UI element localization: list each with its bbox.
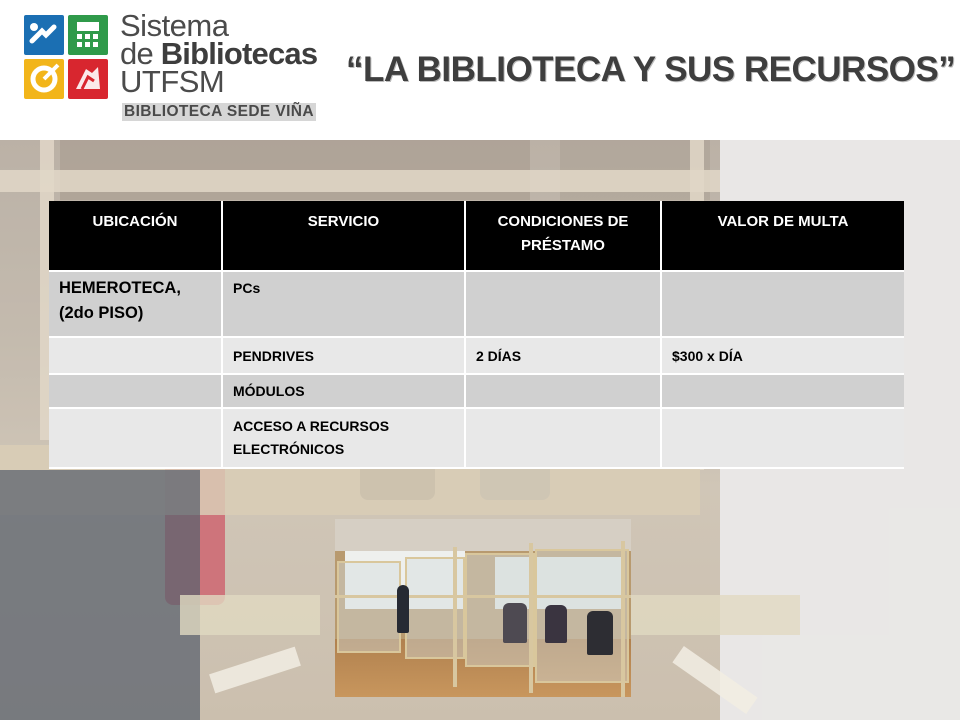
cell-ubicacion: [49, 374, 222, 408]
header-ubicacion: UBICACIÓN: [49, 201, 222, 271]
cell-condiciones: [465, 271, 661, 337]
cell-servicio: MÓDULOS: [222, 374, 465, 408]
logo-line-sistema: Sistema: [120, 8, 229, 43]
logo-line-utfsm: UTFSM: [120, 64, 225, 99]
campus-subtitle: BIBLIOTECA SEDE VIÑA: [124, 103, 314, 120]
cell-multa: $300 x DÍA: [661, 337, 904, 374]
table-header-row: [49, 201, 904, 271]
cell-servicio: PCs: [222, 271, 465, 337]
study-modules-photo: [335, 519, 631, 697]
cell-multa: [661, 271, 904, 337]
logo-line-de: de: [120, 36, 161, 71]
cell-condiciones: [465, 374, 661, 408]
slide-header: [0, 0, 960, 140]
cell-condiciones: 2 DÍAS: [465, 337, 661, 374]
cell-ubicacion: [49, 408, 222, 468]
logo-line-bibliotecas-bold: Bibliotecas: [160, 36, 318, 71]
slide-title: “LA BIBLIOTECA Y SUS RECURSOS”: [346, 50, 956, 89]
cell-ubicacion: [49, 337, 222, 374]
utfsm-logo: [24, 15, 110, 101]
cell-condiciones: [465, 408, 661, 468]
loan-services-table: [49, 201, 904, 469]
logo-tile-green-calculator-icon: [68, 15, 108, 55]
cell-multa: [661, 374, 904, 408]
cell-ubicacion: HEMEROTECA, (2do PISO): [49, 271, 222, 337]
table-row: [49, 408, 904, 468]
logo-wordmark: [120, 8, 340, 99]
header-valor-multa: VALOR DE MULTA: [661, 201, 904, 271]
header-condiciones: CONDICIONES DE PRÉSTAMO: [465, 201, 661, 271]
table-row: [49, 337, 904, 374]
cell-multa: [661, 408, 904, 468]
header-servicio: SERVICIO: [222, 201, 465, 271]
table-row: [49, 271, 904, 337]
cell-servicio: PENDRIVES: [222, 337, 465, 374]
logo-tile-red-icon: [68, 59, 108, 99]
logo-tile-blue-icon: [24, 15, 64, 55]
table-row: [49, 374, 904, 408]
cell-servicio: ACCESO A RECURSOS ELECTRÓNICOS: [222, 408, 465, 468]
logo-tile-yellow-icon: [24, 59, 64, 99]
